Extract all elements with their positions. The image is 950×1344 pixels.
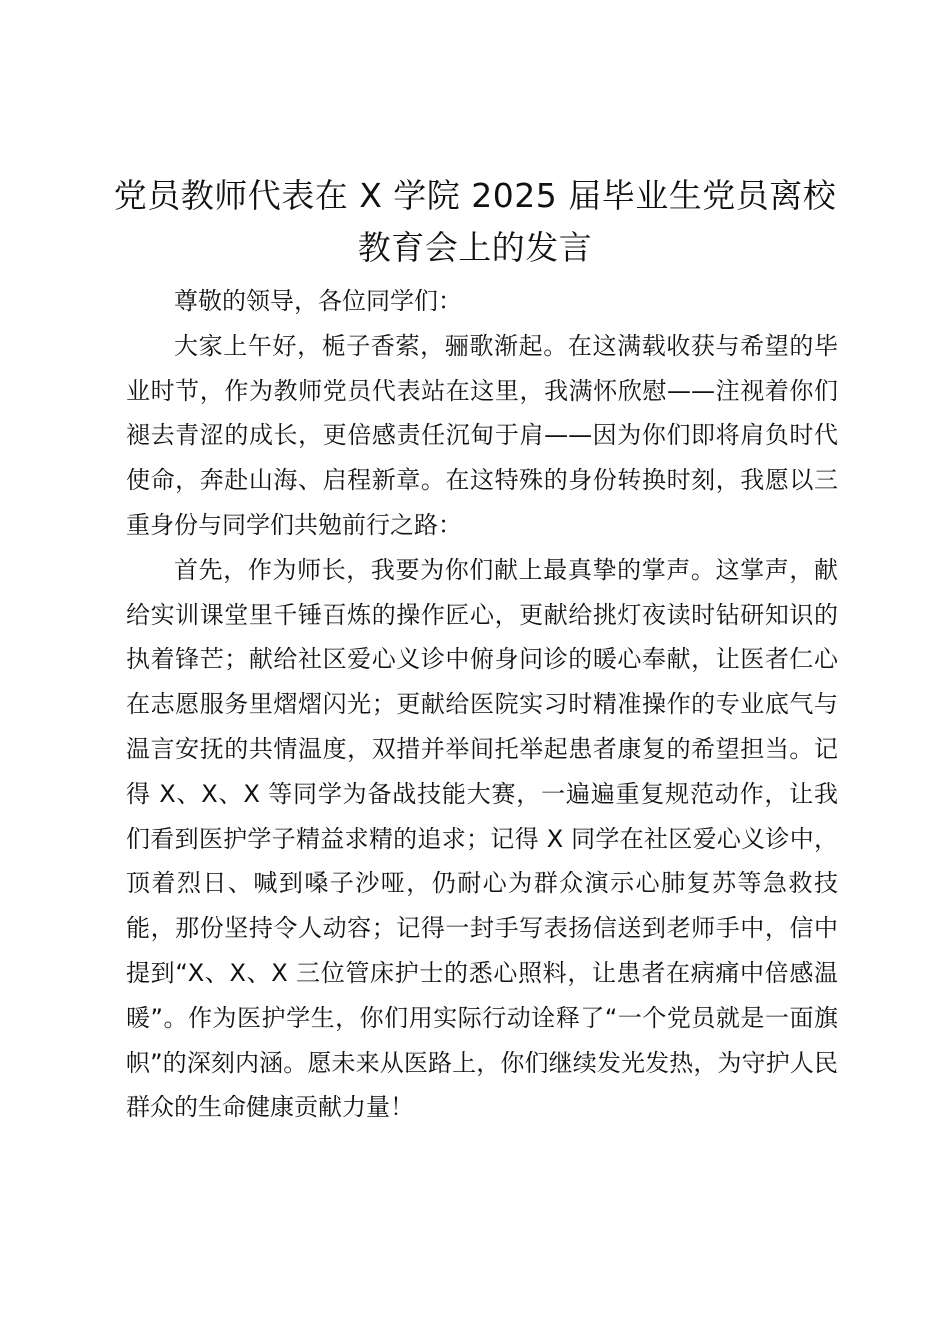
salutation-paragraph: 尊敬的领导，各位同学们：: [174, 287, 462, 315]
first-point-paragraph: 首先，作为师长，我要为你们献上最真挚的掌声。这掌声，献给实训课堂里千锤百炼的操作匠心，更献给挑灯夜读时钻研知识的执着锋芒；献给社区爱心义诊中俯身问诊的暖心奉献，让医者仁心在志愿服务里熠熠闪光；更献给医院实习时精准操作的专业底气与温言安抚的共情温度，双措并举间托举起患者康复的希望担当。记得 X、X、X 等同学为备战技能大赛，一遍遍重复规范动作，让我们看到医护学子精益求精的追求；记得 X 同学在社区爱心义诊中，顶着烈日、喊到嗓子沙哑，仍耐心为群众演示心肺复苏等急救技能，那份坚持令人动容；记得一封手写表扬信送到老师手中，信中提到“X、X、X 三位管床护士的悉心照料，让患者在病痛中倍感温暖”。作为医护学生，你们用实际行动诠释了“一个党员就是一面旗帜”的深刻内涵。愿未来从医路上，你们继续发光发热，为守护人民群众的生命健康贡献力量！: [126, 555, 838, 1122]
document-body: [126, 279, 838, 1130]
opening-paragraph: 大家上午好，栀子香萦，骊歌渐起。在这满载收获与希望的毕业时节，作为教师党员代表站在这里，我满怀欣慰——注视着你们褪去青涩的成长，更倍感责任沉甸于肩——因为你们即将肩负时代使命，奔赴山海、启程新章。在这特殊的身份转换时刻，我愿以三重身份与同学们共勉前行之路：: [126, 331, 838, 539]
document-title: 党员教师代表在 X 学院 2025 届毕业生党员离校教育会上的发言: [113, 176, 837, 267]
